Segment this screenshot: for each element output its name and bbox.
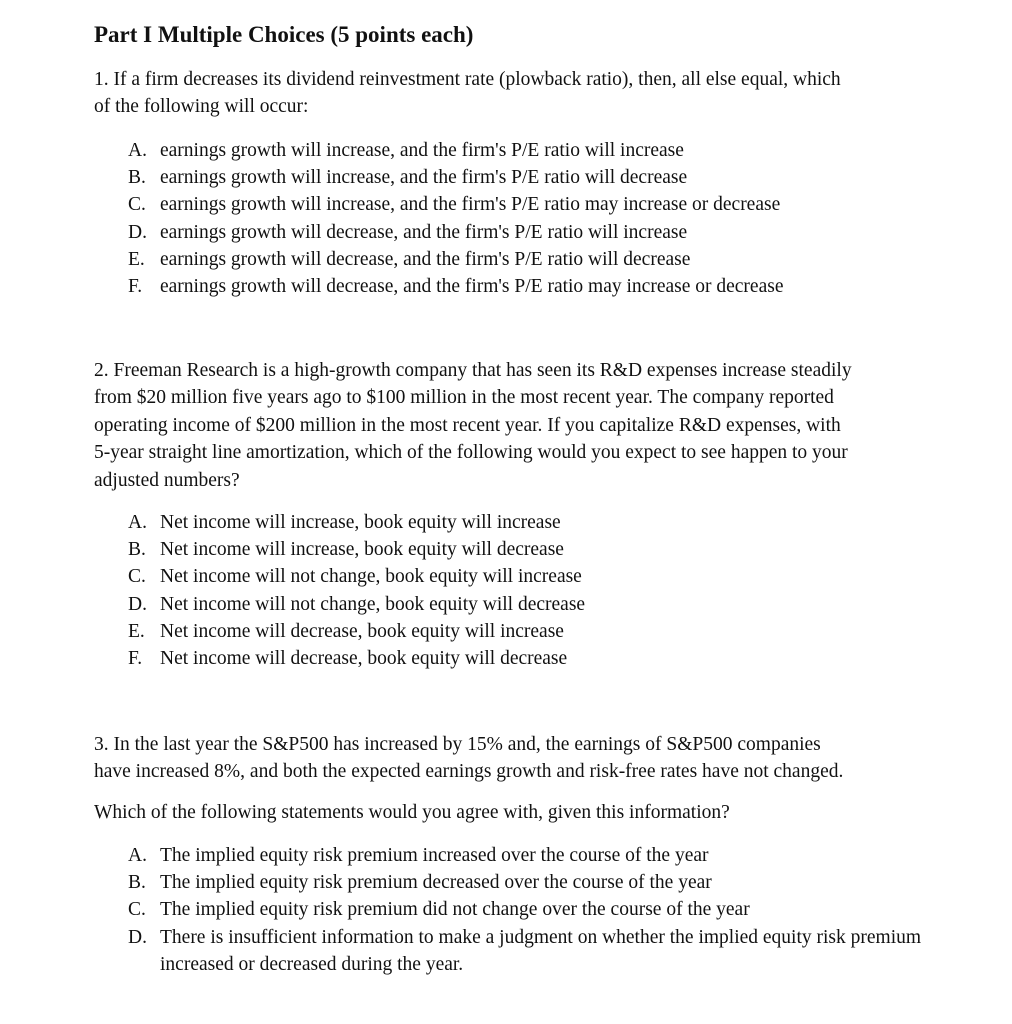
choice-letter: B. — [128, 539, 146, 561]
section-heading: Part I Multiple Choices (5 points each) — [94, 22, 474, 47]
choice-letter: E. — [128, 248, 145, 270]
choice-text: earnings growth will decrease, and the firm's P/E ratio will increase — [160, 221, 688, 243]
choice-text: The implied equity risk premium decreased over the course of the year — [160, 872, 712, 894]
question-2-line: from $20 million five years ago to $100 million in the most recent year. The company reported — [94, 387, 834, 409]
question-3-text — [94, 731, 964, 786]
choice-text: Net income will decrease, book equity will increase — [160, 620, 564, 642]
question-1-choices — [128, 137, 968, 300]
choice-text: earnings growth will increase, and the firm's P/E ratio will increase — [160, 140, 684, 161]
choice-letter: A. — [128, 845, 147, 866]
choice-item — [128, 137, 968, 164]
question-1-line: of the following will occur: — [94, 96, 309, 118]
choice-letter: F. — [128, 276, 143, 298]
choice-text: There is insufficient information to make a judgment on whether the implied equity risk premium increased or decreased during the year. — [160, 926, 922, 975]
choice-letter: E. — [128, 620, 145, 642]
choice-item — [128, 536, 968, 563]
choice-letter: C. — [128, 194, 146, 216]
choice-letter: A. — [128, 140, 147, 161]
question-2-line: operating income of $200 million in the most recent year. If you capitalize R&D expenses, with — [94, 414, 841, 436]
question-2-text — [94, 357, 964, 494]
choice-letter: D. — [128, 926, 147, 948]
choice-text: earnings growth will decrease, and the firm's P/E ratio may increase or decrease — [160, 276, 784, 298]
choice-letter: D. — [128, 221, 147, 243]
choice-item — [128, 246, 968, 273]
choice-text: earnings growth will increase, and the firm's P/E ratio may increase or decrease — [160, 194, 781, 216]
choice-item — [128, 273, 968, 300]
question-2-line: 5-year straight line amortization, which of the following would you expect to see happen to your — [94, 442, 848, 464]
choice-item — [128, 645, 968, 672]
choice-letter: C. — [128, 899, 146, 921]
choice-letter: D. — [128, 593, 147, 615]
choice-text: Net income will not change, book equity will decrease — [160, 593, 586, 615]
choice-item — [128, 591, 968, 618]
choice-item — [128, 509, 968, 536]
choice-letter: C. — [128, 566, 146, 588]
choice-item — [128, 164, 968, 191]
question-3-followup: Which of the following statements would you agree with, given this information? — [94, 802, 730, 823]
question-2-choices — [128, 509, 968, 672]
choice-text: earnings growth will decrease, and the firm's P/E ratio will decrease — [160, 248, 691, 270]
choice-letter: B. — [128, 167, 146, 189]
choice-item — [128, 191, 968, 218]
choice-text: Net income will increase, book equity will increase — [160, 512, 561, 533]
choice-text: The implied equity risk premium did not change over the course of the year — [160, 899, 750, 921]
choice-item — [128, 563, 968, 590]
choice-letter: B. — [128, 872, 146, 894]
choice-item — [128, 219, 968, 246]
choice-item — [128, 842, 968, 869]
question-2-line: adjusted numbers? — [94, 469, 240, 491]
question-2-line: 2. Freeman Research is a high-growth company that has seen its R&D expenses increase steadily — [94, 360, 852, 381]
question-1-line: 1. If a firm decreases its dividend reinvestment rate (plowback ratio), then, all else equal, which — [94, 69, 841, 90]
choice-text: Net income will increase, book equity will decrease — [160, 539, 564, 561]
choice-item — [128, 618, 968, 645]
question-1-text — [94, 66, 964, 121]
choice-text: Net income will not change, book equity will increase — [160, 566, 582, 588]
choice-text: earnings growth will increase, and the firm's P/E ratio will decrease — [160, 167, 688, 189]
question-3-line: have increased 8%, and both the expected earnings growth and risk-free rates have not changed. — [94, 761, 844, 783]
choice-item — [128, 924, 968, 978]
choice-letter: F. — [128, 648, 143, 670]
choice-text: Net income will decrease, book equity will decrease — [160, 648, 568, 670]
question-3-choices — [128, 842, 968, 978]
choice-text: The implied equity risk premium increased over the course of the year — [160, 845, 709, 866]
question-3-line: 3. In the last year the S&P500 has increased by 15% and, the earnings of S&P500 companies — [94, 734, 821, 755]
choice-item — [128, 896, 968, 923]
choice-letter: A. — [128, 512, 147, 533]
choice-item — [128, 869, 968, 896]
